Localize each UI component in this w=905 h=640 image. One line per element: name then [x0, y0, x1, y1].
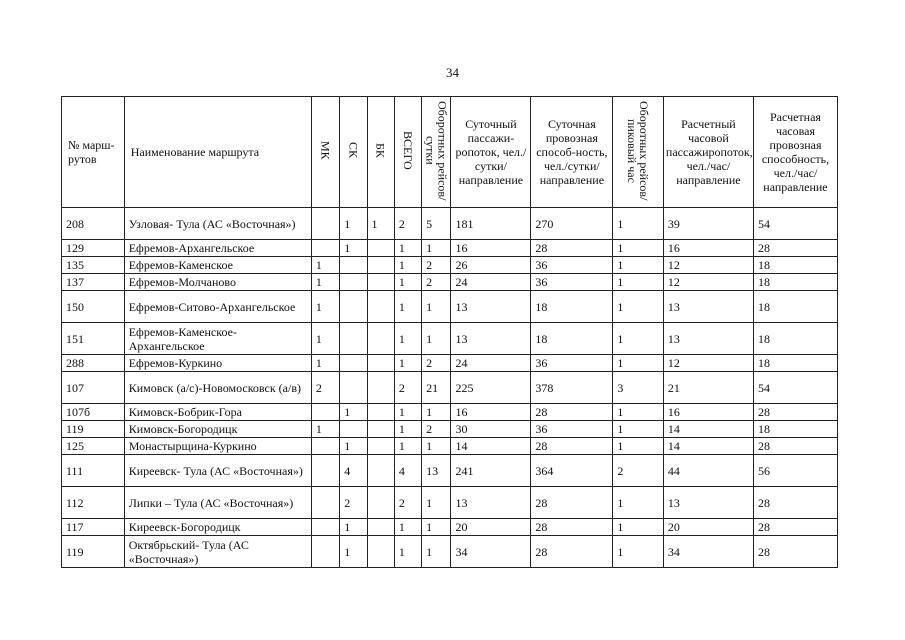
mk-cell: 1	[311, 323, 339, 355]
bk-cell	[367, 487, 394, 519]
table-row	[62, 372, 838, 404]
header-sk: СК	[340, 97, 367, 208]
hourly-capacity-cell: 28	[753, 404, 837, 421]
table-row	[62, 536, 838, 568]
daily-flow-cell: 14	[451, 438, 531, 455]
hourly-capacity-cell: 18	[753, 291, 837, 323]
turnaround-cell: 1	[422, 323, 451, 355]
total-cell: 2	[394, 487, 421, 519]
total-cell: 1	[394, 323, 421, 355]
sk-cell: 1	[340, 438, 367, 455]
hourly-capacity-cell: 54	[753, 372, 837, 404]
turnaround-cell: 1	[422, 404, 451, 421]
bk-cell	[367, 421, 394, 438]
table-row	[62, 421, 838, 438]
hourly-flow-cell: 44	[663, 455, 753, 487]
peak-trips-cell: 1	[613, 438, 664, 455]
mk-cell	[311, 536, 339, 568]
hourly-flow-cell: 21	[663, 372, 753, 404]
daily-flow-cell: 24	[451, 355, 531, 372]
mk-cell	[311, 240, 339, 257]
total-cell: 1	[394, 404, 421, 421]
route-no-cell: 129	[62, 240, 125, 257]
route-name-cell: Липки – Тула (АС «Восточная»)	[124, 487, 311, 519]
daily-capacity-cell: 364	[531, 455, 613, 487]
hourly-flow-cell: 14	[663, 438, 753, 455]
route-name-cell: Ефремов-Архангельское	[124, 240, 311, 257]
route-no-cell: 151	[62, 323, 125, 355]
page-number: 34	[446, 65, 459, 80]
peak-trips-cell: 1	[613, 240, 664, 257]
sk-cell	[340, 372, 367, 404]
header-route-no: № марш-рутов	[62, 97, 125, 208]
route-name-cell: Узловая- Тула (АС «Восточная»)	[124, 208, 311, 240]
total-cell: 1	[394, 240, 421, 257]
route-name-cell: Ефремов-Куркино	[124, 355, 311, 372]
route-name-cell: Монастырщина-Куркино	[124, 438, 311, 455]
hourly-flow-cell: 13	[663, 487, 753, 519]
header-total: ВСЕГО	[394, 97, 421, 208]
hourly-capacity-cell: 18	[753, 274, 837, 291]
peak-trips-cell: 1	[613, 404, 664, 421]
bk-cell	[367, 536, 394, 568]
sk-cell	[340, 291, 367, 323]
header-daily-flow: Суточный пассажи-ропоток, чел./сутки/ направление	[451, 97, 531, 208]
route-name-cell: Ефремов-Каменское	[124, 257, 311, 274]
peak-trips-cell: 1	[613, 208, 664, 240]
route-no-cell: 135	[62, 257, 125, 274]
turnaround-cell: 1	[422, 438, 451, 455]
peak-trips-cell: 1	[613, 291, 664, 323]
daily-flow-cell: 13	[451, 291, 531, 323]
route-name-cell: Киреевск- Тула (АС «Восточная»)	[124, 455, 311, 487]
daily-flow-cell: 34	[451, 536, 531, 568]
daily-flow-cell: 16	[451, 404, 531, 421]
hourly-capacity-cell: 18	[753, 421, 837, 438]
daily-capacity-cell: 28	[531, 519, 613, 536]
turnaround-cell: 1	[422, 291, 451, 323]
route-name-cell: Октябрьский- Тула (АС «Восточная»)	[124, 536, 311, 568]
mk-cell	[311, 208, 339, 240]
peak-trips-cell: 1	[613, 536, 664, 568]
sk-cell	[340, 323, 367, 355]
bk-cell	[367, 404, 394, 421]
peak-trips-cell: 2	[613, 455, 664, 487]
header-bk: БК	[367, 97, 394, 208]
table-row	[62, 291, 838, 323]
mk-cell: 1	[311, 355, 339, 372]
hourly-flow-cell: 20	[663, 519, 753, 536]
sk-cell: 1	[340, 240, 367, 257]
total-cell: 1	[394, 291, 421, 323]
table-row	[62, 404, 838, 421]
mk-cell	[311, 487, 339, 519]
hourly-capacity-cell: 54	[753, 208, 837, 240]
bk-cell	[367, 355, 394, 372]
turnaround-cell: 1	[422, 536, 451, 568]
sk-cell: 4	[340, 455, 367, 487]
total-cell: 1	[394, 274, 421, 291]
hourly-capacity-cell: 18	[753, 323, 837, 355]
total-cell: 2	[394, 208, 421, 240]
header-daily-capacity: Суточная провозная способ-ность, чел./сутки/ направление	[531, 97, 613, 208]
table-row	[62, 240, 838, 257]
daily-capacity-cell: 36	[531, 355, 613, 372]
hourly-capacity-cell: 28	[753, 487, 837, 519]
header-mk: МК	[311, 97, 339, 208]
daily-capacity-cell: 378	[531, 372, 613, 404]
daily-flow-cell: 241	[451, 455, 531, 487]
total-cell: 4	[394, 455, 421, 487]
hourly-flow-cell: 13	[663, 323, 753, 355]
total-cell: 1	[394, 438, 421, 455]
sk-cell: 1	[340, 208, 367, 240]
daily-flow-cell: 13	[451, 323, 531, 355]
route-no-cell: 117	[62, 519, 125, 536]
peak-trips-cell: 1	[613, 519, 664, 536]
turnaround-cell: 1	[422, 519, 451, 536]
peak-trips-cell: 1	[613, 421, 664, 438]
daily-capacity-cell: 18	[531, 323, 613, 355]
hourly-flow-cell: 16	[663, 404, 753, 421]
table-row	[62, 208, 838, 240]
mk-cell: 1	[311, 421, 339, 438]
table-row	[62, 519, 838, 536]
daily-capacity-cell: 36	[531, 257, 613, 274]
turnaround-cell: 1	[422, 487, 451, 519]
mk-cell: 2	[311, 372, 339, 404]
daily-flow-cell: 30	[451, 421, 531, 438]
daily-capacity-cell: 28	[531, 404, 613, 421]
sk-cell	[340, 274, 367, 291]
route-name-cell: Кимовск-Богородицк	[124, 421, 311, 438]
total-cell: 1	[394, 355, 421, 372]
hourly-flow-cell: 12	[663, 274, 753, 291]
hourly-flow-cell: 39	[663, 208, 753, 240]
mk-cell: 1	[311, 274, 339, 291]
route-no-cell: 112	[62, 487, 125, 519]
daily-capacity-cell: 270	[531, 208, 613, 240]
mk-cell: 1	[311, 257, 339, 274]
table-row	[62, 438, 838, 455]
sk-cell: 2	[340, 487, 367, 519]
peak-trips-cell: 1	[613, 355, 664, 372]
table-row	[62, 274, 838, 291]
mk-cell	[311, 455, 339, 487]
hourly-capacity-cell: 18	[753, 257, 837, 274]
daily-capacity-cell: 18	[531, 291, 613, 323]
route-no-cell: 150	[62, 291, 125, 323]
hourly-capacity-cell: 28	[753, 536, 837, 568]
peak-trips-cell: 3	[613, 372, 664, 404]
turnaround-cell: 21	[422, 372, 451, 404]
total-cell: 1	[394, 519, 421, 536]
hourly-capacity-cell: 28	[753, 438, 837, 455]
header-row	[62, 97, 838, 208]
turnaround-cell: 2	[422, 421, 451, 438]
turnaround-cell: 2	[422, 274, 451, 291]
route-name-cell: Ефремов-Молчаново	[124, 274, 311, 291]
daily-capacity-cell: 36	[531, 421, 613, 438]
route-no-cell: 107б	[62, 404, 125, 421]
route-name-cell: Кимовск (а/с)-Новомосковск (а/в)	[124, 372, 311, 404]
total-cell: 1	[394, 257, 421, 274]
turnaround-cell: 2	[422, 355, 451, 372]
bk-cell: 1	[367, 208, 394, 240]
daily-flow-cell: 24	[451, 274, 531, 291]
daily-flow-cell: 16	[451, 240, 531, 257]
hourly-capacity-cell: 18	[753, 355, 837, 372]
mk-cell	[311, 519, 339, 536]
hourly-flow-cell: 13	[663, 291, 753, 323]
turnaround-cell: 2	[422, 257, 451, 274]
daily-flow-cell: 20	[451, 519, 531, 536]
route-no-cell: 111	[62, 455, 125, 487]
turnaround-cell: 13	[422, 455, 451, 487]
route-no-cell: 107	[62, 372, 125, 404]
table-row	[62, 487, 838, 519]
daily-capacity-cell: 28	[531, 487, 613, 519]
daily-capacity-cell: 28	[531, 240, 613, 257]
table-row	[62, 355, 838, 372]
route-no-cell: 288	[62, 355, 125, 372]
turnaround-cell: 5	[422, 208, 451, 240]
bk-cell	[367, 455, 394, 487]
hourly-flow-cell: 14	[663, 421, 753, 438]
hourly-capacity-cell: 28	[753, 240, 837, 257]
hourly-flow-cell: 34	[663, 536, 753, 568]
header-peak-trips: Оборотных рейсов/ пиковый час	[613, 97, 664, 208]
hourly-flow-cell: 12	[663, 355, 753, 372]
header-route-name: Наименование маршрута	[124, 97, 311, 208]
daily-capacity-cell: 36	[531, 274, 613, 291]
daily-flow-cell: 26	[451, 257, 531, 274]
sk-cell: 1	[340, 404, 367, 421]
hourly-capacity-cell: 56	[753, 455, 837, 487]
sk-cell: 1	[340, 536, 367, 568]
bk-cell	[367, 438, 394, 455]
sk-cell	[340, 257, 367, 274]
route-no-cell: 119	[62, 421, 125, 438]
peak-trips-cell: 1	[613, 257, 664, 274]
total-cell: 1	[394, 536, 421, 568]
peak-trips-cell: 1	[613, 274, 664, 291]
route-name-cell: Ефремов-Ситово-Архангельское	[124, 291, 311, 323]
table-row	[62, 257, 838, 274]
hourly-flow-cell: 16	[663, 240, 753, 257]
header-hourly-flow: Расчетный часовой пассажиропоток, чел./час/ направление	[663, 97, 753, 208]
daily-flow-cell: 181	[451, 208, 531, 240]
route-no-cell: 119	[62, 536, 125, 568]
mk-cell: 1	[311, 291, 339, 323]
mk-cell	[311, 438, 339, 455]
daily-flow-cell: 225	[451, 372, 531, 404]
bk-cell	[367, 372, 394, 404]
peak-trips-cell: 1	[613, 487, 664, 519]
bk-cell	[367, 519, 394, 536]
bk-cell	[367, 291, 394, 323]
route-name-cell: Ефремов-Каменское-Архангельское	[124, 323, 311, 355]
turnaround-cell: 1	[422, 240, 451, 257]
table-row	[62, 323, 838, 355]
header-hourly-capacity: Расчетная часовая провозная способность, чел./час/ направление	[753, 97, 837, 208]
daily-capacity-cell: 28	[531, 438, 613, 455]
peak-trips-cell: 1	[613, 323, 664, 355]
bk-cell	[367, 257, 394, 274]
hourly-flow-cell: 12	[663, 257, 753, 274]
header-turnaround: Оборотных рейсов/сутки	[422, 97, 451, 208]
route-name-cell: Киреевск-Богородицк	[124, 519, 311, 536]
hourly-capacity-cell: 28	[753, 519, 837, 536]
route-no-cell: 208	[62, 208, 125, 240]
sk-cell	[340, 421, 367, 438]
sk-cell	[340, 355, 367, 372]
route-no-cell: 125	[62, 438, 125, 455]
total-cell: 1	[394, 421, 421, 438]
daily-capacity-cell: 28	[531, 536, 613, 568]
route-no-cell: 137	[62, 274, 125, 291]
bk-cell	[367, 323, 394, 355]
route-name-cell: Кимовск-Бобрик-Гора	[124, 404, 311, 421]
routes-table	[61, 96, 838, 568]
mk-cell	[311, 404, 339, 421]
bk-cell	[367, 274, 394, 291]
sk-cell: 1	[340, 519, 367, 536]
table-row	[62, 455, 838, 487]
total-cell: 2	[394, 372, 421, 404]
daily-flow-cell: 13	[451, 487, 531, 519]
bk-cell	[367, 240, 394, 257]
